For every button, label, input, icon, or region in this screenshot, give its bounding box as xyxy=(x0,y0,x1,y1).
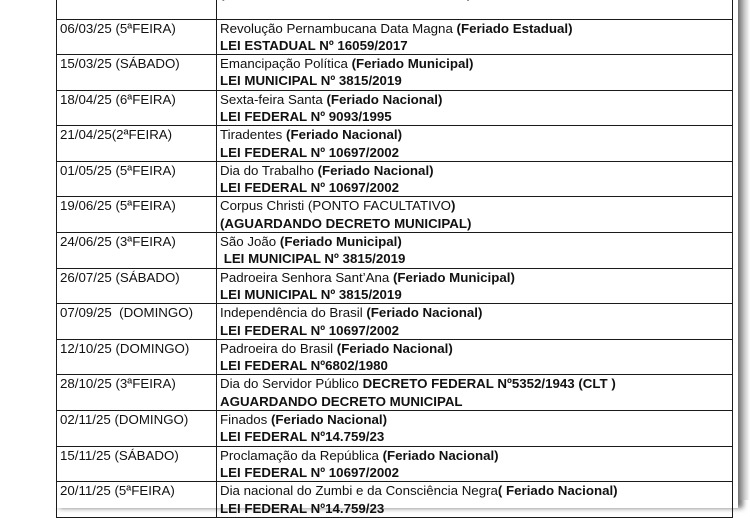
holiday-name: Emancipação Política xyxy=(220,56,352,72)
holiday-name-line xyxy=(220,197,729,214)
date-cell: 20/11/25 (5ªFEIRA) xyxy=(57,482,217,518)
holiday-type: (Feriado Estadual) xyxy=(456,20,573,36)
holiday-name: Proclamação da República xyxy=(220,447,383,463)
holiday-name: Dia nacional do Zumbi e da Consciência Negra xyxy=(220,483,498,499)
date-cell: 12/10/25 (DOMINGO) xyxy=(57,339,217,375)
holiday-name-line xyxy=(220,340,729,357)
date-cell: 18/04/25 (6ªFEIRA) xyxy=(57,90,217,126)
law-reference: LEI ESTADUAL Nº 16059/2017 xyxy=(220,37,408,53)
holiday-type: (Feriado Nacional) xyxy=(366,305,483,321)
holiday-name-line xyxy=(220,55,729,72)
holiday-name: Dia do Trabalho xyxy=(220,162,318,178)
table-row xyxy=(57,411,733,447)
holiday-name-line xyxy=(220,482,729,499)
holiday-type: (Feriado Nacional) xyxy=(336,340,453,356)
holiday-type: (Feriado Nacional) xyxy=(326,91,443,107)
holiday-name-line xyxy=(220,20,729,37)
table-row xyxy=(57,0,733,19)
holiday-type: ) xyxy=(451,198,456,214)
table-row xyxy=(57,90,733,126)
holiday-type: (Feriado Nacional) xyxy=(317,162,434,178)
holiday-type: (Feriado Nacional) xyxy=(382,447,499,463)
date-cell xyxy=(57,0,217,19)
holiday-name: Tiradentes xyxy=(220,127,287,143)
law-reference: LEI FEDERAL Nº 10697/2002 xyxy=(220,322,400,338)
table-row xyxy=(57,161,733,197)
date-cell: 24/06/25 (3ªFEIRA) xyxy=(57,233,217,269)
holiday-type: ( Feriado Nacional) xyxy=(497,483,618,499)
table-row xyxy=(57,197,733,233)
law-reference: LEI FEDERAL Nº6802/1980 xyxy=(220,358,388,374)
law-reference: LEI FEDERAL Nº 9093/1995 xyxy=(220,108,392,124)
law-reference: LEI FEDERAL Nº 10697/2002 xyxy=(220,180,400,196)
table-row xyxy=(57,446,733,482)
holiday-name-line xyxy=(220,411,729,428)
holiday-table xyxy=(56,0,733,518)
holiday-name: Dia do Servidor Público xyxy=(220,376,363,392)
holiday-name: Revolução Pernambucana Data Magna xyxy=(220,20,457,36)
holiday-name-line xyxy=(220,447,729,464)
description-cell xyxy=(217,19,733,55)
law-reference: LEI FEDERAL Nº14.759/23 xyxy=(220,429,385,445)
date-cell: 06/03/25 (5ªFEIRA) xyxy=(57,19,217,55)
holiday-type: DECRETO FEDERAL Nº5352/1943 (CLT ) xyxy=(362,376,616,392)
table-row xyxy=(57,339,733,375)
table-row xyxy=(57,482,733,518)
description-cell xyxy=(217,304,733,340)
holiday-name-line xyxy=(220,162,729,179)
holiday-type: (Feriado Nacional) xyxy=(286,127,403,143)
holiday-name: Padroeira Senhora Sant’Ana xyxy=(220,269,393,285)
law-reference: (AGUARDANDO DECRETO MUNICIPAL) xyxy=(220,215,472,231)
holiday-name: Sexta-feira Santa xyxy=(220,91,327,107)
holiday-type: (Feriado Nacional) xyxy=(271,412,387,428)
table-row xyxy=(57,55,733,91)
holiday-name-line xyxy=(220,269,729,286)
law-reference: LEI FEDERAL Nº 10697/2002 xyxy=(220,464,400,480)
holiday-name: Padroeira do Brasil xyxy=(220,340,337,356)
date-cell: 02/11/25 (DOMINGO) xyxy=(57,411,217,447)
date-cell: 28/10/25 (3ªFEIRA) xyxy=(57,375,217,411)
law-reference: LEI FEDERAL Nº14.759/23 xyxy=(220,500,385,516)
holiday-name: Independência do Brasil xyxy=(220,305,367,321)
holiday-name-line xyxy=(220,304,729,321)
holiday-type: (Feriado Municipal) xyxy=(392,269,515,285)
description-cell xyxy=(217,233,733,269)
date-cell: 19/06/25 (5ªFEIRA) xyxy=(57,197,217,233)
holiday-name-line xyxy=(220,91,729,108)
description-cell xyxy=(217,339,733,375)
date-cell: 26/07/25 (SÁBADO) xyxy=(57,268,217,304)
date-cell: 01/05/25 (5ªFEIRA) xyxy=(57,161,217,197)
holiday-name-line xyxy=(220,126,729,143)
description-cell xyxy=(217,375,733,411)
holiday-type: (Feriado Municipal) xyxy=(279,234,402,250)
description-cell xyxy=(217,161,733,197)
table-row xyxy=(57,304,733,340)
description-cell xyxy=(217,126,733,162)
description-cell xyxy=(217,411,733,447)
law-reference: LEI MUNICIPAL Nº 3815/2019 xyxy=(220,286,402,302)
holiday-name: Corpus Christi (PONTO FACULTATIVO xyxy=(220,198,452,214)
law-reference: LEI MUNICIPAL Nº 3815/2019 xyxy=(220,251,406,267)
description-cell xyxy=(217,0,733,19)
description-cell xyxy=(217,268,733,304)
table-row xyxy=(57,19,733,55)
description-cell xyxy=(217,446,733,482)
holiday-name: Finados xyxy=(220,412,271,428)
law-reference xyxy=(220,0,729,2)
holiday-name-line xyxy=(220,375,729,392)
law-reference: LEI MUNICIPAL Nº 3815/2019 xyxy=(220,73,402,89)
holiday-name: São João xyxy=(220,234,280,250)
law-reference: LEI FEDERAL Nº 10697/2002 xyxy=(220,144,400,160)
description-cell xyxy=(217,55,733,91)
table-row xyxy=(57,126,733,162)
date-cell: 21/04/25(2ªFEIRA) xyxy=(57,126,217,162)
table-row xyxy=(57,233,733,269)
holiday-type: (Feriado Municipal) xyxy=(351,56,474,72)
table-row xyxy=(57,268,733,304)
date-cell: 15/03/25 (SÁBADO) xyxy=(57,55,217,91)
table-row xyxy=(57,375,733,411)
page-shadow xyxy=(738,0,750,500)
date-cell: 07/09/25 (DOMINGO) xyxy=(57,304,217,340)
date-cell: 15/11/25 (SÁBADO) xyxy=(57,446,217,482)
holiday-name-line xyxy=(220,233,729,250)
description-cell xyxy=(217,482,733,518)
law-reference: AGUARDANDO DECRETO MUNICIPAL xyxy=(220,393,463,409)
description-cell xyxy=(217,197,733,233)
description-cell xyxy=(217,90,733,126)
